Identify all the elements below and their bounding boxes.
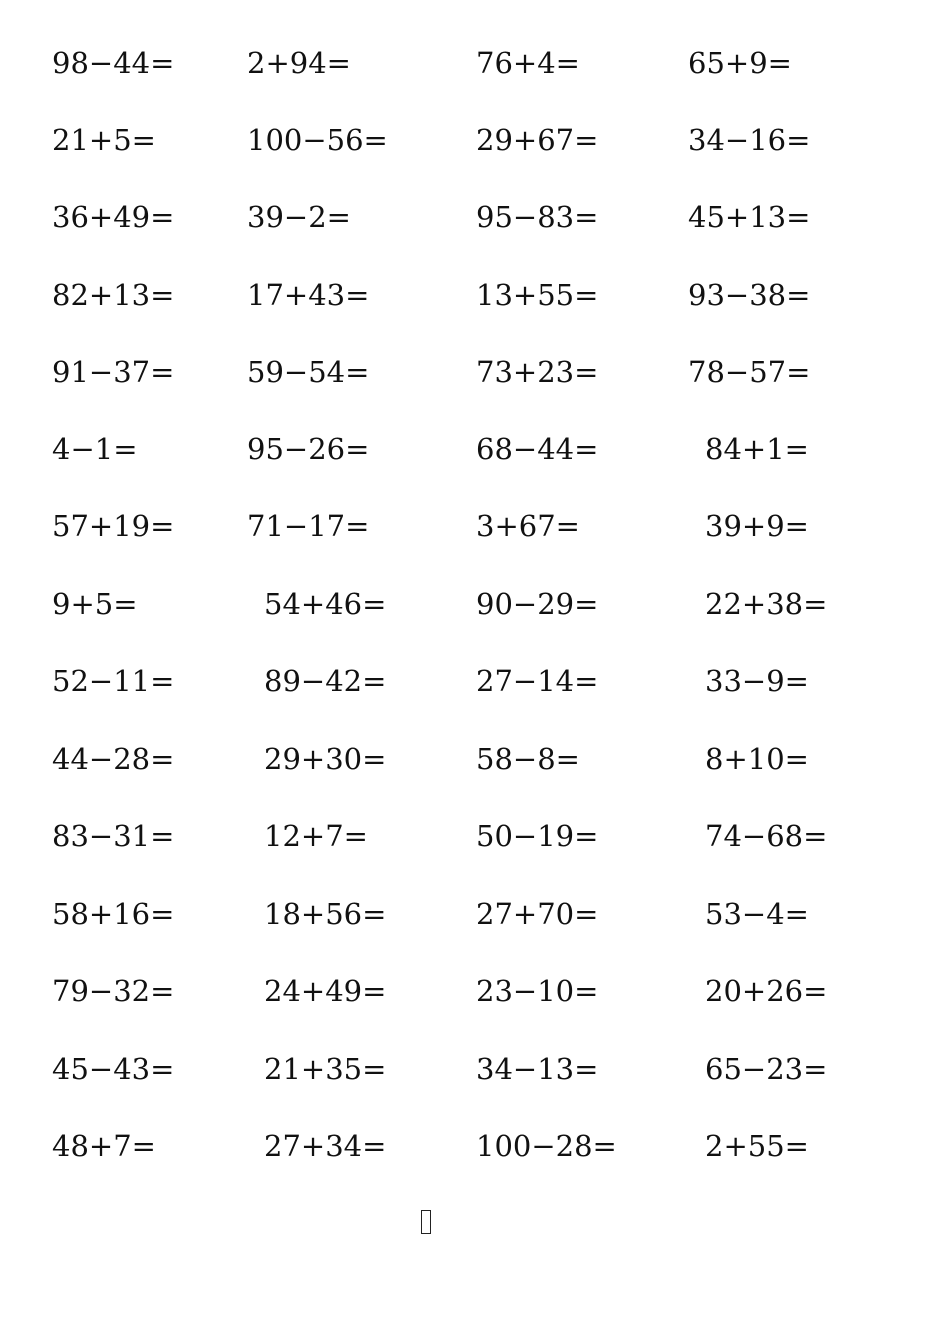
problem-r3-c2: 39−2= (247, 200, 351, 234)
problem-r9-c2: 89−42= (264, 664, 387, 698)
problem-r13-c3: 23−10= (476, 974, 599, 1008)
problem-r8-c2: 54+46= (264, 587, 387, 621)
problem-r5-c4: 78−57= (688, 355, 811, 389)
problem-r6-c4: 84+1= (705, 432, 809, 466)
problem-r15-c3: 100−28= (476, 1129, 617, 1163)
problem-r7-c2: 71−17= (247, 509, 370, 543)
problem-r7-c1: 57+19= (52, 509, 175, 543)
problem-r9-c3: 27−14= (476, 664, 599, 698)
problem-r12-c4: 53−4= (705, 897, 809, 931)
problem-r14-c2: 21+35= (264, 1052, 387, 1086)
problem-r6-c2: 95−26= (247, 432, 370, 466)
problem-r1-c1: 98−44= (52, 46, 175, 80)
problem-r2-c1: 21+5= (52, 123, 156, 157)
problem-r5-c2: 59−54= (247, 355, 370, 389)
problem-r14-c3: 34−13= (476, 1052, 599, 1086)
problem-r14-c1: 45−43= (52, 1052, 175, 1086)
problem-r6-c1: 4−1= (52, 432, 138, 466)
problem-r7-c3: 3+67= (476, 509, 580, 543)
missing-glyph-box (421, 1210, 431, 1234)
problem-r8-c3: 90−29= (476, 587, 599, 621)
problem-r3-c1: 36+49= (52, 200, 175, 234)
problem-r11-c4: 74−68= (705, 819, 828, 853)
problem-r9-c4: 33−9= (705, 664, 809, 698)
problem-r8-c1: 9+5= (52, 587, 138, 621)
problem-r11-c3: 50−19= (476, 819, 599, 853)
problem-r10-c1: 44−28= (52, 742, 175, 776)
problem-r12-c3: 27+70= (476, 897, 599, 931)
problem-r10-c2: 29+30= (264, 742, 387, 776)
problem-r8-c4: 22+38= (705, 587, 828, 621)
problem-r11-c1: 83−31= (52, 819, 175, 853)
problem-r1-c3: 76+4= (476, 46, 580, 80)
problem-r4-c4: 93−38= (688, 278, 811, 312)
problem-r11-c2: 12+7= (264, 819, 368, 853)
problem-r15-c4: 2+55= (705, 1129, 809, 1163)
problem-r9-c1: 52−11= (52, 664, 175, 698)
problem-r13-c1: 79−32= (52, 974, 175, 1008)
problem-r4-c2: 17+43= (247, 278, 370, 312)
problem-r3-c4: 45+13= (688, 200, 811, 234)
problem-r3-c3: 95−83= (476, 200, 599, 234)
problem-r13-c4: 20+26= (705, 974, 828, 1008)
problem-r14-c4: 65−23= (705, 1052, 828, 1086)
problem-r15-c1: 48+7= (52, 1129, 156, 1163)
problem-r12-c1: 58+16= (52, 897, 175, 931)
problem-r4-c3: 13+55= (476, 278, 599, 312)
problem-r10-c3: 58−8= (476, 742, 580, 776)
problem-r2-c3: 29+67= (476, 123, 599, 157)
problem-r7-c4: 39+9= (705, 509, 809, 543)
problem-r13-c2: 24+49= (264, 974, 387, 1008)
problem-r2-c4: 34−16= (688, 123, 811, 157)
problem-r5-c1: 91−37= (52, 355, 175, 389)
problem-r5-c3: 73+23= (476, 355, 599, 389)
problem-r10-c4: 8+10= (705, 742, 809, 776)
problem-r6-c3: 68−44= (476, 432, 599, 466)
problem-r15-c2: 27+34= (264, 1129, 387, 1163)
problem-r1-c2: 2+94= (247, 46, 351, 80)
problem-r12-c2: 18+56= (264, 897, 387, 931)
problem-r4-c1: 82+13= (52, 278, 175, 312)
problem-r2-c2: 100−56= (247, 123, 388, 157)
problem-r1-c4: 65+9= (688, 46, 792, 80)
